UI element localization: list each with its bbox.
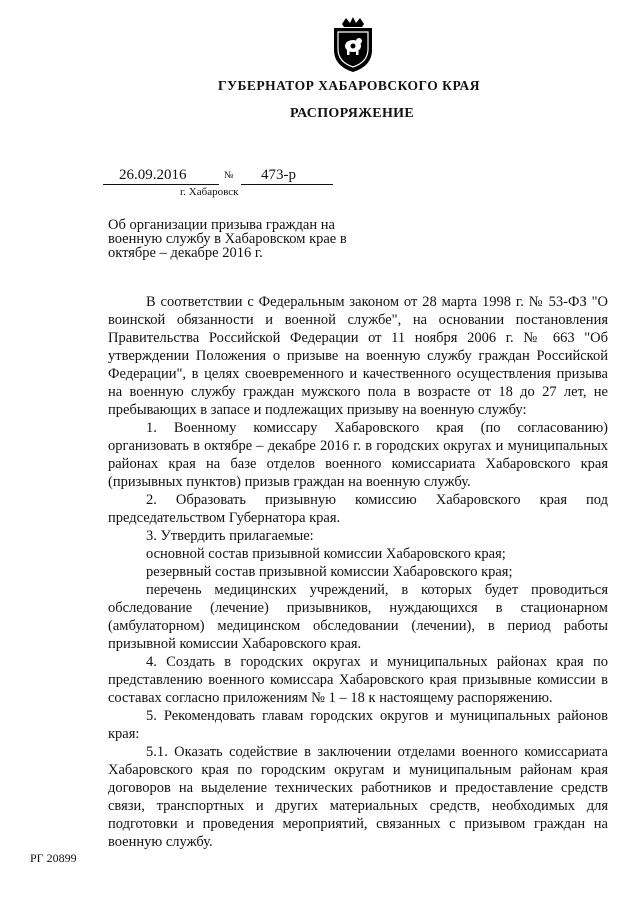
number-sign: № [224, 170, 234, 181]
paragraph-item-2: 2. Образовать призывную комиссию Хабаровского края под председательством Губернатора края. [108, 492, 608, 526]
khabarovsk-coat-of-arms-icon [328, 16, 378, 74]
paragraph-item-1: 1. Военному комиссару Хабаровского края (по согласованию) организовать в октябре – декабре 2016 г. в городских округах и муниципальных районах края на базе отделов военного комиссариата Хабаровского края (призывных пунктов) призыв граждан на военную службу. [108, 420, 608, 490]
document-city: г. Хабаровск [180, 186, 239, 198]
paragraph-item-3: 3. Утвердить прилагаемые: [146, 528, 314, 544]
paragraph-item-5: 5. Рекомендовать главам городских округов и муниципальных районов края: [108, 708, 608, 742]
governor-heading: ГУБЕРНАТОР ХАБАРОВСКОГО КРАЯ [218, 78, 480, 93]
paragraph-item-4: 4. Создать в городских округах и муниципальных районах края по представлению военного комиссара Хабаровского края призывные комиссии в составах согласно приложениям № 1 – 18 к настоящему распоряжению. [108, 654, 608, 706]
date-underline [103, 184, 219, 185]
paragraph-item-3-list-c: перечень медицинских учреждений, в которых будет проводиться обследование (лечение) призывников, нуждающихся в стационарном (амбулаторном) медицинском обследовании (лечении), в период работы призывной комиссии Хабаровского края. [108, 582, 608, 652]
paragraph-item-5-1: 5.1. Оказать содействие в заключении отделами военного комиссариата Хабаровского края по городским округам и муниципальным районам края договоров на выделение технических работников и предоставление средств связи, транспортных и других материальных средств, необходимых для подготовки и проведения мероприятий, связанных с призывом граждан на военную службу. [108, 744, 608, 850]
document-subject: Об организации призыва граждан на военную службу в Хабаровском крае в октябре – декабре 2016 г. [108, 217, 347, 261]
footer-code: РГ 20899 [30, 851, 77, 865]
paragraph-item-3-list-b: резервный состав призывной комиссии Хабаровского края; [146, 564, 513, 580]
paragraph-item-3-list-a: основной состав призывной комиссии Хабаровского края; [146, 546, 506, 562]
document-number: 473-р [261, 167, 296, 183]
document-type-heading: РАСПОРЯЖЕНИЕ [290, 106, 414, 121]
registration-row [103, 167, 363, 187]
paragraph-preamble: В соответствии с Федеральным законом от 28 марта 1998 г. № 53-ФЗ "О воинской обязанности и военной службе", на основании постановления Правительства Российской Федерации от 11 ноября 2006 г. № 663 "Об утверждении Положения о призыве на военную службу граждан Российской Федерации", в целях своевременного и качественного осуществления призыва на военную службу граждан мужского пола в возрасте от 18 до 27 лет, не пребывающих в запасе и подлежащих призыву на военную службу: [108, 294, 608, 418]
document-body [108, 293, 608, 851]
document-date: 26.09.2016 [119, 167, 187, 183]
number-underline [241, 184, 333, 185]
